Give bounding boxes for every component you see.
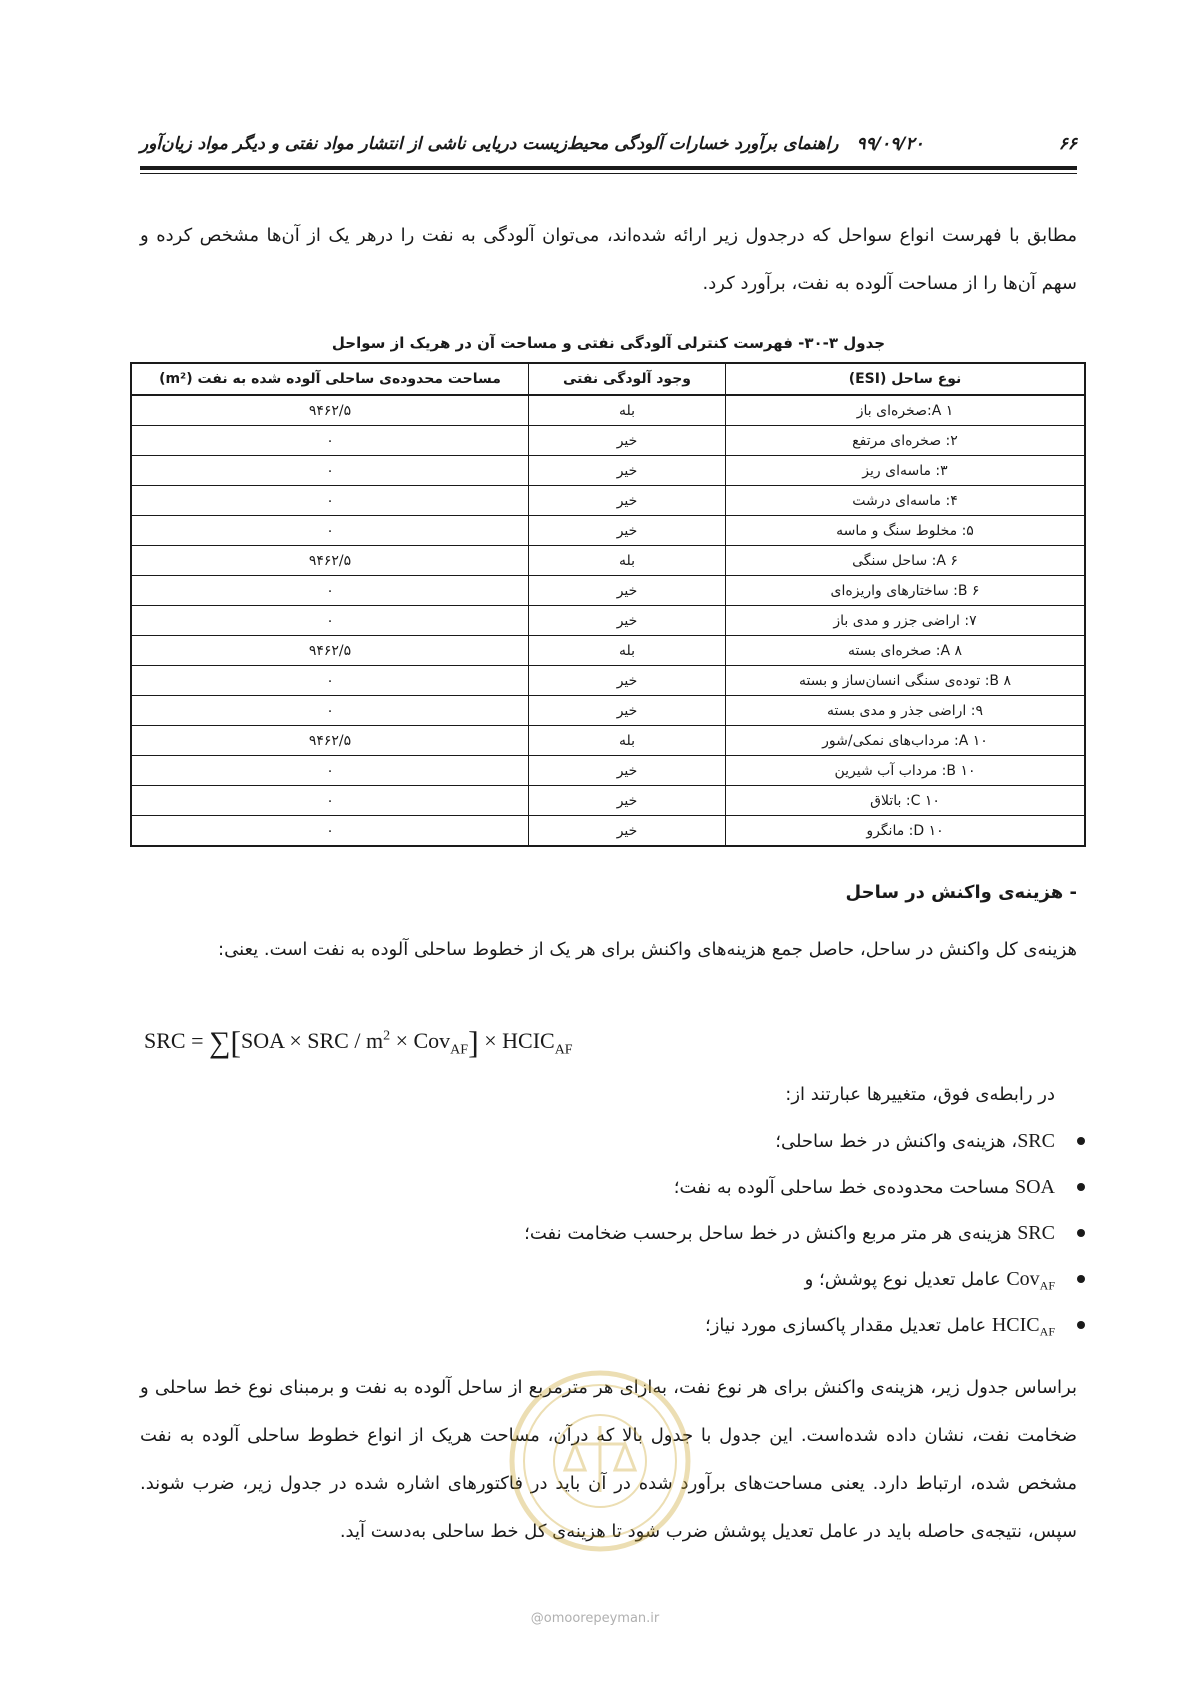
formula-lhs: SRC = (144, 1028, 209, 1053)
variable-description: عامل تعدیل نوع پوشش؛ و (804, 1269, 1007, 1290)
cell-oil-presence: خیر (529, 816, 726, 847)
closing-paragraph: براساس جدول زیر، هزینه‌ی واکنش برای هر نوع نفت، به‌ازای هر مترمربع از ساحل آلوده به نفت و برمبنای نوع خط ساحلی و ضخامت نفت، نشان داده شده‌است. این جدول با جدول بالا که درآن، مساحت هریک از انواع خطوط ساحلی آلوده به نفت مشخص شده، ارتباط دارد. یعنی مساحت‌های برآورد شده در آن باید در فاکتورهای اشاره شده در جدول زیر، ضرب شوند. سپس، نتیجه‌ی حاصله باید در عامل تعدیل پوشش ضرب شود تا هزینه‌ی کل خط ساحلی به‌دست آید. (140, 1377, 1077, 1542)
cell-shore-type: A ۶: ساحل سنگی (726, 546, 1086, 576)
variable-item (524, 1256, 1085, 1302)
table-row (131, 726, 1085, 756)
variable-item (524, 1164, 1085, 1210)
variable-item (524, 1118, 1085, 1164)
cell-oil-presence: خیر (529, 486, 726, 516)
cell-shore-type: B ۱۰: مرداب آب شیرین (726, 756, 1086, 786)
table-row (131, 486, 1085, 516)
cell-shore-type: ۹: اراضی جذر و مدی بسته (726, 696, 1086, 726)
cell-shore-type: A ۱۰: مرداب‌های نمکی/شور (726, 726, 1086, 756)
col-header-oil-presence: وجود آلودگی نفتی (529, 363, 726, 395)
bullet-icon (1077, 1275, 1085, 1283)
cell-area: ۹۴۶۲/۵ (131, 726, 529, 756)
section-paragraph: هزینه‌ی کل واکنش در ساحل، حاصل جمع هزینه‌های واکنش برای هر یک از خطوط ساحلی آلوده به نفت است. یعنی: (218, 939, 1077, 960)
intro-paragraph: مطابق با فهرست انواع سواحل که درجدول زیر ارائه شده‌اند، می‌توان آلودگی به نفت را درهر یک از آن‌ها مشخص کرده و سهم آن‌ها را از مساحت آلوده به نفت، برآورد کرد. (140, 225, 1077, 294)
cell-area: ۰ (131, 516, 529, 546)
formula-left-bracket: [ (230, 1024, 242, 1060)
table-row (131, 816, 1085, 847)
cell-area: ۰ (131, 816, 529, 847)
table-row (131, 456, 1085, 486)
variables-intro: در رابطه‌ی فوق، متغییرها عبارتند از: (785, 1084, 1055, 1105)
cell-oil-presence: خیر (529, 756, 726, 786)
formula-sum-sign: ∑ (209, 1026, 231, 1059)
header-date: ۹۹/۰۹/۲۰ (856, 134, 924, 154)
cell-shore-type: ۷: اراضی جزر و مدی باز (726, 606, 1086, 636)
variable-subscript: AF (1039, 1278, 1055, 1293)
cell-area: ۹۴۶۲/۵ (131, 636, 529, 666)
bullet-icon (1077, 1229, 1085, 1237)
table-row (131, 426, 1085, 456)
variable-description: ، هزینه‌ی واکنش در خط ساحلی؛ (775, 1131, 1018, 1152)
cell-shore-type: C ۱۰: باتلاق (726, 786, 1086, 816)
cell-oil-presence: بله (529, 726, 726, 756)
bullet-icon (1077, 1183, 1085, 1191)
variable-description: هزینه‌ی هر متر مربع واکنش در خط ساحل برحسب ضخامت نفت؛ (524, 1223, 1018, 1244)
header-title: راهنمای برآورد خسارات آلودگی محیط‌زیست دریایی ناشی از انتشار مواد نفتی و دیگر مواد زیان‌آور (140, 134, 839, 154)
table-row (131, 516, 1085, 546)
esi-table (130, 362, 1086, 847)
src-formula (144, 1024, 573, 1061)
cell-area: ۰ (131, 456, 529, 486)
variable-description: عامل تعدیل مقدار پاکسازی مورد نیاز؛ (704, 1315, 992, 1336)
variable-symbol-group (1006, 1268, 1055, 1293)
cell-area: ۰ (131, 486, 529, 516)
cell-oil-presence: بله (529, 546, 726, 576)
table-row (131, 696, 1085, 726)
col-header-shore-type: نوع ساحل (ESI) (726, 363, 1086, 395)
cell-oil-presence: خیر (529, 786, 726, 816)
variable-symbol: HCIC (991, 1314, 1040, 1336)
cell-oil-presence: بله (529, 395, 726, 426)
formula-hcic-sub: AF (554, 1042, 573, 1058)
cell-area: ۰ (131, 426, 529, 456)
variable-symbol: SRC (1017, 1130, 1055, 1152)
cell-oil-presence: خیر (529, 426, 726, 456)
variable-item (524, 1302, 1085, 1348)
cell-shore-type: ۵: مخلوط سنگ و ماسه (726, 516, 1086, 546)
formula-hcic: × HCIC (478, 1028, 555, 1053)
variable-symbol: SRC (1017, 1222, 1055, 1244)
cell-shore-type: B ۸: توده‌ی سنگی انسان‌ساز و بسته (726, 666, 1086, 696)
header-rule-thick (140, 166, 1077, 170)
table-row (131, 666, 1085, 696)
table-row (131, 606, 1085, 636)
watermark-site: @omoorepeyman.ir (530, 1611, 660, 1626)
cell-oil-presence: خیر (529, 516, 726, 546)
cell-area: ۰ (131, 786, 529, 816)
variables-list (524, 1118, 1085, 1348)
table-row (131, 395, 1085, 426)
variable-subscript: AF (1039, 1324, 1055, 1339)
bullet-icon (1077, 1137, 1085, 1145)
cell-area: ۰ (131, 756, 529, 786)
running-header (140, 128, 1077, 162)
col-header-area: مساحت محدوده‌ی ساحلی آلوده شده به نفت (m²) (131, 363, 529, 395)
cell-shore-type: D ۱۰: مانگرو (726, 816, 1086, 847)
variable-symbol: Cov (1006, 1268, 1040, 1290)
table-body (131, 395, 1085, 846)
cell-oil-presence: خیر (529, 576, 726, 606)
formula-cov-sub: AF (450, 1042, 469, 1058)
page-number: ۶۶ (1058, 134, 1077, 154)
cell-shore-type: ۲: صخره‌ای مرتفع (726, 426, 1086, 456)
section-title: - هزینه‌ی واکنش در ساحل (845, 882, 1077, 903)
cell-oil-presence: خیر (529, 696, 726, 726)
table-row (131, 546, 1085, 576)
cell-shore-type: ۴: ماسه‌ای درشت (726, 486, 1086, 516)
cell-shore-type: ۳: ماسه‌ای ریز (726, 456, 1086, 486)
header-rule-thin (140, 173, 1077, 174)
variable-symbol: SOA (1014, 1176, 1055, 1198)
variable-item (524, 1210, 1085, 1256)
table-row (131, 756, 1085, 786)
seal-watermark (505, 1366, 695, 1556)
formula-right-bracket: ] (468, 1024, 479, 1060)
formula-inner: SOA × SRC / m (241, 1028, 384, 1053)
table-row (131, 786, 1085, 816)
cell-area: ۰ (131, 696, 529, 726)
cell-shore-type: B ۶: ساختارهای واریزه‌ای (726, 576, 1086, 606)
variable-description: مساحت محدوده‌ی خط ساحلی آلوده به نفت؛ (673, 1177, 1015, 1198)
table-header-row (131, 363, 1085, 395)
table-row (131, 636, 1085, 666)
cell-area: ۰ (131, 576, 529, 606)
cell-shore-type: A ۸: صخره‌ای بسته (726, 636, 1086, 666)
cell-area: ۹۴۶۲/۵ (131, 546, 529, 576)
cell-area: ۰ (131, 666, 529, 696)
bullet-icon (1077, 1321, 1085, 1329)
table-row (131, 576, 1085, 606)
table-caption: جدول ۳-۳۰- فهرست کنترلی آلودگی نفتی و مساحت آن در هریک از سواحل (331, 334, 886, 352)
formula-cov: × Cov (390, 1028, 451, 1053)
header-title-line (140, 134, 924, 154)
cell-area: ۰ (131, 606, 529, 636)
variable-symbol-group (991, 1314, 1055, 1339)
formula-square: 2 (383, 1028, 391, 1044)
cell-oil-presence: خیر (529, 456, 726, 486)
cell-area: ۹۴۶۲/۵ (131, 395, 529, 426)
cell-shore-type: A ۱:صخره‌ای باز (726, 395, 1086, 426)
cell-oil-presence: خیر (529, 606, 726, 636)
cell-oil-presence: خیر (529, 666, 726, 696)
cell-oil-presence: بله (529, 636, 726, 666)
